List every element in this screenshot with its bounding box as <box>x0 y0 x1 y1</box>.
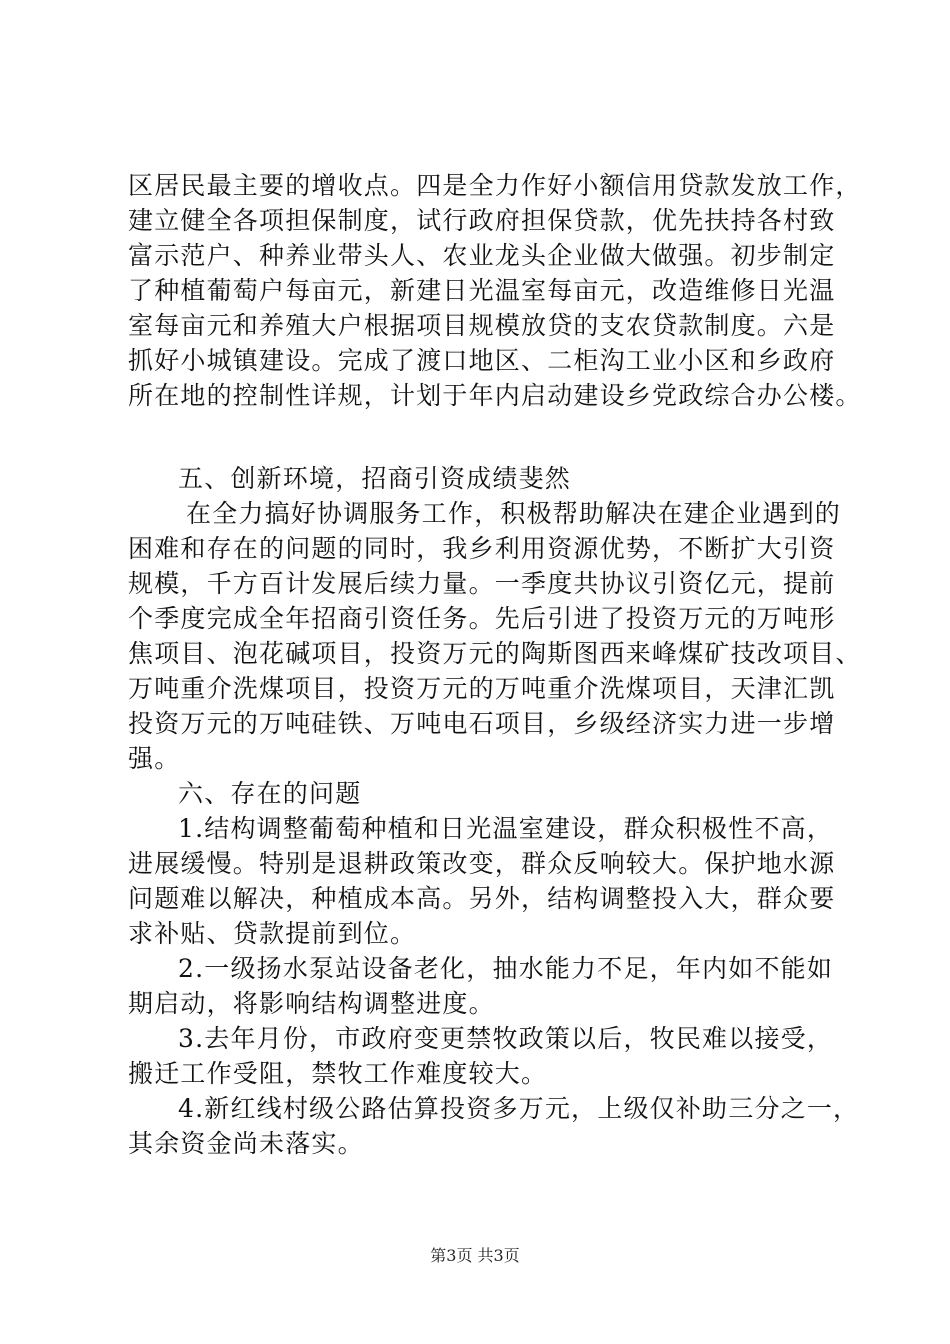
paragraph-spacer <box>128 413 832 461</box>
problem-item-4 <box>128 1091 860 1161</box>
text-line: 个季度完成全年招商引资任务。先后引进了投资万元的万吨形 <box>128 604 836 633</box>
text-line: 室每亩元和养殖大户根据项目规模放贷的支农贷款制度。六是 <box>128 311 836 340</box>
text-line: 4.新红线村级公路估算投资多万元，上级仅补助三分之一， <box>178 1094 860 1123</box>
text-line: 规模，千方百计发展后续力量。一季度共协议引资亿元，提前 <box>128 569 836 598</box>
text-line: 了种植葡萄户每亩元，新建日光温室每亩元，改造维修日光温 <box>128 276 836 305</box>
text-line: 进展缓慢。特别是退耕政策改变，群众反响较大。保护地水源 <box>128 849 836 878</box>
text-line: 搬迁工作受阻，禁牧工作难度较大。 <box>128 1059 548 1088</box>
text-line: 问题难以解决，种植成本高。另外，结构调整投入大，群众要 <box>128 884 836 913</box>
paragraph-investment <box>128 496 862 776</box>
text-line: 区居民最主要的增收点。四是全力作好小额信用贷款发放工作， <box>128 171 862 200</box>
text-line: 在全力搞好协调服务工作，积极帮助解决在建企业遇到的 <box>186 499 842 528</box>
problem-item-3 <box>128 1021 832 1091</box>
text-line: 3.去年月份，市政府变更禁牧政策以后，牧民难以接受， <box>178 1024 834 1053</box>
text-line: 所在地的控制性详规，计划于年内启动建设乡党政综合办公楼。 <box>128 381 862 410</box>
document-body <box>128 168 862 1161</box>
text-line: 抓好小城镇建设。完成了渡口地区、二柜沟工业小区和乡政府 <box>128 346 836 375</box>
text-line: 万吨重介洗煤项目，投资万元的万吨重介洗煤项目，天津汇凯 <box>128 674 836 703</box>
text-line: 焦项目、泡花碱项目，投资万元的陶斯图西来峰煤矿技改项目、 <box>128 639 862 668</box>
text-line: 困难和存在的问题的同时，我乡利用资源优势，不断扩大引资 <box>128 534 836 563</box>
text-line: 建立健全各项担保制度，试行政府担保贷款，优先扶持各村致 <box>128 206 836 235</box>
text-line: 求补贴、贷款提前到位。 <box>128 919 417 948</box>
section-heading-investment: 五、创新环境，招商引资成绩斐然 <box>178 464 572 493</box>
text-line: 富示范户、种养业带头人、农业龙头企业做大做强。初步制定 <box>128 241 836 270</box>
text-line: 1.结构调整葡萄种植和日光温室建设，群众积极性不高， <box>178 814 834 843</box>
problem-item-2 <box>128 951 832 1021</box>
text-line: 2.一级扬水泵站设备老化，抽水能力不足，年内如不能如 <box>178 954 834 983</box>
paragraph-economic-measures <box>128 168 862 413</box>
page-number-footer: 第3页 共3页 <box>430 1246 520 1265</box>
problem-item-1 <box>128 811 836 951</box>
text-line: 强。 <box>128 744 181 773</box>
text-line: 投资万元的万吨硅铁、万吨电石项目，乡级经济实力进一步增 <box>128 709 836 738</box>
section-heading-problems: 六、存在的问题 <box>178 779 362 808</box>
text-line: 期启动，将影响结构调整进度。 <box>128 989 495 1018</box>
text-line: 其余资金尚未落实。 <box>128 1129 364 1158</box>
